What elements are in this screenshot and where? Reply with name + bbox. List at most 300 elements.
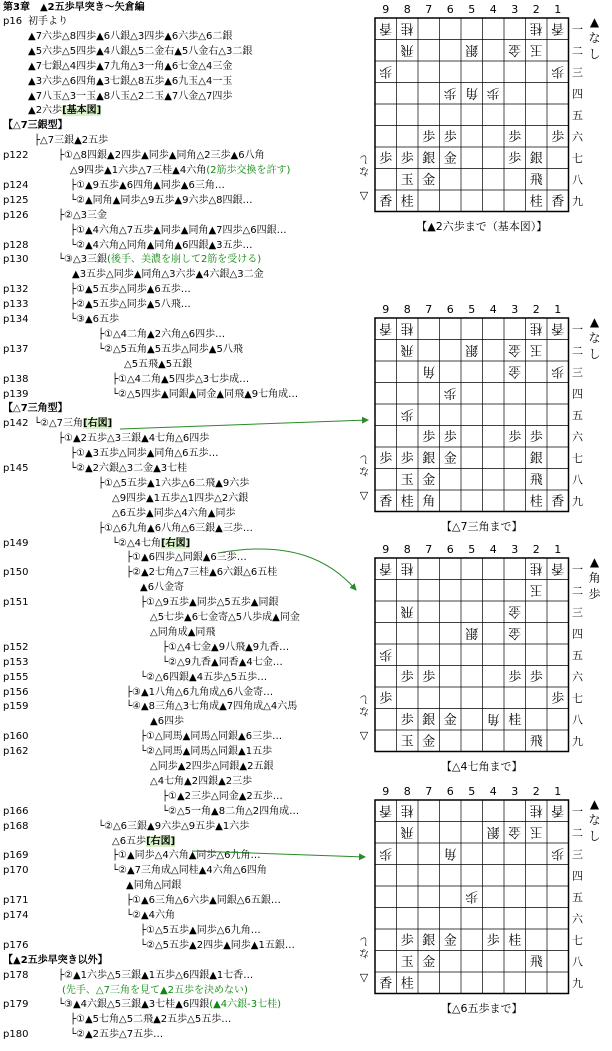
move-text: ├△7三銀▲2五歩 <box>34 135 109 147</box>
page-number: p178 <box>3 969 29 981</box>
page-number: p138 <box>3 373 29 385</box>
shogi-piece: 桂 <box>400 560 414 576</box>
shogi-piece: 桂 <box>508 933 522 949</box>
move-text: △6五歩 <box>112 835 147 847</box>
shogi-piece: 歩 <box>422 429 436 445</box>
move-text: └②▲同角▲同歩△9五歩▲9六歩△8四銀… <box>70 194 253 206</box>
move-text: └②△5一角▲8二角△2四角成… <box>162 805 300 817</box>
move-text: △9四歩▲1五歩△1四歩△2六銀 <box>112 492 249 504</box>
page-number: p155 <box>3 671 29 683</box>
shogi-piece: 歩 <box>465 888 479 904</box>
move-text: ├①▲6四歩△同銀▲6三歩… <box>126 552 247 564</box>
shogi-piece: 歩 <box>400 406 414 422</box>
file-label: 4 <box>489 3 497 16</box>
file-label: 4 <box>489 543 497 556</box>
shogi-piece: 香 <box>551 494 565 510</box>
move-text: └②△5四歩▲同銀▲同金▲同飛▲9七角成… <box>112 388 299 400</box>
shogi-board <box>373 2 601 216</box>
rank-label: 三 <box>572 847 583 861</box>
page-number: p126 <box>3 209 29 221</box>
rank-label: 四 <box>572 627 583 641</box>
shogi-piece: 歩 <box>379 845 393 861</box>
shogi-piece: 桂 <box>400 20 414 36</box>
shogi-board <box>373 542 601 756</box>
rank-label: 二 <box>572 344 583 358</box>
gote-mark-icon: ▽ <box>359 970 369 984</box>
rank-label: 四 <box>572 869 583 883</box>
board-svg <box>373 784 601 998</box>
gote-hand: なし <box>359 934 369 958</box>
shogi-piece: 銀 <box>465 624 479 640</box>
move-text: └②△5五歩▲2四歩▲同歩▲1五銀… <box>140 939 295 951</box>
page-number: p149 <box>3 537 29 549</box>
page-number: p152 <box>3 641 29 653</box>
sente-hand: ▲角歩 <box>588 555 601 601</box>
page-number: p169 <box>3 850 29 862</box>
page-number: p134 <box>3 314 29 325</box>
move-text: └③△3三銀 <box>58 254 108 266</box>
move-text: 【△7三角型】 <box>3 403 68 415</box>
rank-label: 八 <box>572 473 583 487</box>
shogi-piece: 金 <box>508 341 522 357</box>
rank-label: 一 <box>572 322 583 336</box>
shogi-piece: 金 <box>443 712 457 728</box>
file-label: 2 <box>532 543 540 556</box>
file-label: 6 <box>446 3 454 16</box>
move-text: └②▲4六角△同角▲同角▲6四銀▲3五歩… <box>70 239 253 251</box>
file-label: 5 <box>468 785 476 798</box>
shogi-piece: 銀 <box>422 451 436 467</box>
page-number: p171 <box>3 895 29 907</box>
board-svg <box>373 2 601 216</box>
board-svg <box>373 302 601 516</box>
file-label: 6 <box>446 543 454 556</box>
move-text: ├①△9五歩▲同歩△5五歩▲同銀 <box>140 597 279 609</box>
move-text: 初手より <box>28 16 68 27</box>
page-number: p130 <box>3 254 29 266</box>
move-text: ├①▲6三角△6六歩▲同銀△6五銀… <box>126 895 281 907</box>
file-label: 4 <box>489 303 497 316</box>
move-text: ├②▲2七角△7三桂▲6六銀△6五桂 <box>126 567 278 579</box>
page-number: p168 <box>3 820 29 832</box>
rank-label: 二 <box>572 826 583 840</box>
move-text: △9四歩▲1六歩△7三桂▲4六角 <box>70 165 207 176</box>
move-text: └③▲4六銀△5三銀▲3七桂▲6四銀 <box>58 999 210 1011</box>
page-number: p125 <box>3 194 29 206</box>
rank-label: 三 <box>572 365 583 379</box>
shogi-piece: 歩 <box>422 129 436 145</box>
file-label: 1 <box>554 543 562 556</box>
move-text: ▲3六歩△6四角▲3七銀△8五歩▲6九玉△4一玉 <box>28 75 233 87</box>
shogi-piece: 桂 <box>400 494 414 510</box>
shogi-piece: 飛 <box>400 823 414 839</box>
file-label: 5 <box>468 303 476 316</box>
file-label: 7 <box>425 785 433 798</box>
sente-hand: ▲なし <box>588 797 601 843</box>
file-label: 7 <box>425 303 433 316</box>
shogi-piece: 金 <box>443 451 457 467</box>
file-label: 9 <box>382 543 390 556</box>
shogi-piece: 歩 <box>400 151 414 167</box>
move-text: ├①▲5七角△5二飛▲2五歩△5五歩… <box>70 1014 232 1026</box>
move-text: ├①△同馬▲同馬△同銀▲6三歩… <box>140 731 283 743</box>
board-caption: 【△7三角まで】 <box>441 519 523 533</box>
shogi-piece: 歩 <box>551 845 565 861</box>
file-label: 9 <box>382 3 390 16</box>
shogi-piece: 歩 <box>379 451 393 467</box>
shogi-piece: 香 <box>379 494 393 510</box>
page-number: p16 <box>3 16 23 27</box>
move-text: └②△5五角▲5五歩△同歩▲5八飛 <box>98 343 243 355</box>
page-number: p179 <box>3 999 29 1011</box>
shogi-piece: 桂 <box>400 194 414 210</box>
move-text: ├②△3三金 <box>58 209 108 221</box>
file-label: 1 <box>554 3 562 16</box>
move-text: └②△9九香▲同香▲4七金… <box>162 656 283 668</box>
move-text: ▲6八金寄 <box>140 582 185 594</box>
file-label: 6 <box>446 785 454 798</box>
rank-label: 七 <box>572 691 583 705</box>
shogi-piece: 桂 <box>529 802 543 818</box>
page-number: p128 <box>3 239 29 251</box>
shogi-piece: 金 <box>508 363 522 379</box>
page-number: p132 <box>3 284 29 296</box>
shogi-piece: 歩 <box>486 84 500 100</box>
shogi-piece: 金 <box>443 151 457 167</box>
page-number: p153 <box>3 656 29 668</box>
sente-hand: ▲なし <box>588 315 601 361</box>
arrow-line <box>120 420 368 429</box>
shogi-piece: 角 <box>422 363 436 379</box>
shogi-board <box>373 302 601 516</box>
move-text: △5五飛▲5五銀 <box>124 358 193 370</box>
shogi-piece: 玉 <box>529 341 543 357</box>
rank-label: 六 <box>572 670 583 684</box>
move-text: △4七角▲2四銀▲2三歩 <box>150 775 253 787</box>
file-label: 8 <box>403 3 411 16</box>
rank-label: 五 <box>572 108 583 122</box>
file-label: 7 <box>425 3 433 16</box>
comment-text: (後手、美濃を崩して2筋を受ける) <box>107 254 262 266</box>
shogi-piece: 銀 <box>422 933 436 949</box>
shogi-piece: 桂 <box>400 802 414 818</box>
shogi-piece: 飛 <box>400 603 414 619</box>
file-label: 6 <box>446 303 454 316</box>
move-text: └②▲2五歩△7五歩… <box>70 1029 164 1041</box>
shogi-piece: 香 <box>551 320 565 336</box>
move-text: ├①▲9五歩▲6四角▲同歩▲6三角… <box>70 179 225 191</box>
shogi-piece: 香 <box>379 20 393 36</box>
arrow-line <box>218 549 356 590</box>
page-number: p150 <box>3 567 29 579</box>
shogi-piece: 金 <box>508 603 522 619</box>
gote-hand: なし <box>359 152 369 176</box>
move-text: └④▲8三角△3七角成▲7四角成△4六馬 <box>126 701 298 713</box>
shogi-piece: 玉 <box>400 734 414 750</box>
gote-hand: なし <box>359 692 369 716</box>
shogi-piece: 角 <box>465 84 479 100</box>
file-label: 5 <box>468 3 476 16</box>
rank-label: 七 <box>572 451 583 465</box>
shogi-piece: 銀 <box>486 823 500 839</box>
gote-mark-icon: ▽ <box>359 488 369 502</box>
page-number: p180 <box>3 1029 29 1041</box>
rank-label: 四 <box>572 387 583 401</box>
file-label: 3 <box>511 785 519 798</box>
shogi-piece: 歩 <box>379 646 393 662</box>
shogi-piece: 玉 <box>400 472 414 488</box>
shogi-piece: 角 <box>443 845 457 861</box>
shogi-piece: 香 <box>379 194 393 210</box>
file-label: 1 <box>554 303 562 316</box>
shogi-piece: 香 <box>551 194 565 210</box>
page-number: p156 <box>3 686 29 698</box>
shogi-piece: 桂 <box>508 712 522 728</box>
page-number: p160 <box>3 731 29 743</box>
page-number: p124 <box>3 179 29 191</box>
page-number: p142 <box>3 418 29 430</box>
shogi-piece: 金 <box>422 954 436 970</box>
move-text: 【△7三銀型】 <box>3 120 68 132</box>
move-text: ├①△4二角▲5四歩△3七歩成… <box>112 373 250 385</box>
file-label: 5 <box>468 543 476 556</box>
shogi-piece: 歩 <box>379 63 393 79</box>
move-text: ├①△4二角▲2六角△6四歩… <box>98 328 226 340</box>
move-text: ▲同角△同銀 <box>126 880 182 892</box>
shogi-piece: 歩 <box>443 129 457 145</box>
file-label: 3 <box>511 543 519 556</box>
rank-label: 五 <box>572 648 583 662</box>
rank-label: 六 <box>572 430 583 444</box>
move-text: └②▲7三角成△同桂▲4六角△6四角 <box>112 865 267 877</box>
page-number: p176 <box>3 939 29 951</box>
shogi-piece: 歩 <box>508 669 522 685</box>
page-number: p122 <box>3 150 29 162</box>
shogi-piece: 銀 <box>529 151 543 167</box>
shogi-piece: 香 <box>551 560 565 576</box>
shogi-piece: 桂 <box>400 976 414 992</box>
shogi-piece: 桂 <box>529 560 543 576</box>
move-text: └②△7三角 <box>34 418 84 430</box>
rank-label: 六 <box>572 912 583 926</box>
file-label: 8 <box>403 543 411 556</box>
shogi-piece: 桂 <box>529 20 543 36</box>
move-text: ▲3五歩△同歩▲同角△3六歩▲4六銀△3二金 <box>72 269 264 281</box>
shogi-piece: 香 <box>379 976 393 992</box>
shogi-board <box>373 784 601 998</box>
rank-label: 一 <box>572 804 583 818</box>
shogi-piece: 歩 <box>422 669 436 685</box>
shogi-piece: 歩 <box>443 84 457 100</box>
shogi-piece: 歩 <box>508 151 522 167</box>
gote-mark-icon: ▽ <box>359 728 369 742</box>
shogi-piece: 歩 <box>486 933 500 949</box>
shogi-piece: 金 <box>508 41 522 57</box>
shogi-piece: 桂 <box>529 194 543 210</box>
board-svg <box>373 542 601 756</box>
file-label: 1 <box>554 785 562 798</box>
move-text: └②△6四銀▲4五歩△5五歩… <box>140 671 268 683</box>
move-text: ├③▲1八角△6九角成△6八金寄… <box>126 686 274 698</box>
move-text: ├①▲3五歩△同歩▲同角△6五歩… <box>70 448 219 460</box>
file-label: 2 <box>532 303 540 316</box>
shogi-piece: 香 <box>379 320 393 336</box>
shogi-piece: 歩 <box>508 429 522 445</box>
file-label: 8 <box>403 303 411 316</box>
move-text: └③▲6五歩 <box>70 314 120 325</box>
move-tree: 第3章 ▲2五歩早突き～矢倉編 p16 初手より ▲7六歩△8四歩▲6八銀△3四歩▲6六歩△6二銀 ▲5六歩△5四歩▲4八銀△5二金右▲5八金右△3二銀 ▲7七銀△4四歩▲7九角△3一角▲6七金△4三金 ▲3六歩△6四角▲3七銀△8五歩▲6九玉△4一玉 ▲7八玉△3一玉▲8八玉△2二玉▲7八金△7四歩 ▲2六歩[基本図] 【△7三銀型】 ├△7三銀▲2五歩 p122 ├①△8四銀▲2四歩▲同歩▲同角△2三歩▲6八角 △9四歩▲1六歩△7三桂▲4六角(2筋歩交換を許す) p124 ├①▲9五歩▲6四角▲同歩▲6三角… p125 └②▲同角▲同歩△9五歩▲9六歩△8四銀… p126 ├②△3三金 ├①▲4六角△7五歩▲同歩▲同角▲7四歩△6四銀… p128 └②▲4六角△同角▲同角▲6四銀▲3五歩… p130 └③△3三銀(後手、美濃を崩して2筋を受ける) ▲3五歩△同歩▲同角△3六歩▲4六銀△3二金 p132 ├①▲5五歩△同歩▲6五歩… p133 ├②▲5五歩△同歩▲5八飛… p134 └③▲6五歩 ├①△4二角▲2六角△6四歩… p137 └②△5五角▲5五歩△同歩▲5八飛 △5五飛▲5五銀 p138 ├①△4二角▲5四歩△3七歩成… p139 └②△5四歩▲同銀▲同金▲同飛▲9七角成… 【△7三角型】 p142 └②△7三角[右図] ├①▲2五歩△3三銀▲4七角△6四歩 ├①▲3五歩△同歩▲同角△6五歩… p145 └②▲2六銀△3二金▲3七桂 ├①△5五歩▲1六歩△6二飛▲9六歩 △9四歩▲1五歩△1四歩△2六銀 △6五歩▲同歩△4六角▲同歩 ├①△6九角▲6八角△6三銀▲三歩… p149 └②△4七角[右図] ├①▲6四歩△同銀▲6三歩… p150 ├②▲2七角△7三桂▲6六銀△6五桂 ▲6八金寄 p151 ├①△9五歩▲同歩△5五歩▲同銀 △5七歩▲6七金寄△5八歩成▲同金 △同角成▲同飛 p152 ├①△4七金▲9八飛▲9九香… p153 └②△9九香▲同香▲4七金… p155 └②△6四銀▲4五歩△5五歩… p156 ├③▲1八角△6九角成△6八金寄… p159 └④▲8三角△3七角成▲7四角成△4六馬 ▲6四歩 p160 ├①△同馬▲同馬△同銀▲6三歩… p162 └②△同馬▲同馬△同銀▲1五歩 △同歩▲2四歩△同銀▲2五銀 △4七角▲2四銀▲2三歩 ├①▲2三歩△同金▲2五歩… p166 └②△5一角▲8二角△2四角成… p168 └②△6三銀▲9六歩△9五歩▲1六歩 △6五歩[右図] p169 ├①▲同歩△4六角▲同歩△6九角… p170 └②▲7三角成△同桂▲4六角△6四角 ▲同角△同銀 p171 ├①▲6三角△6六歩▲同銀△6五銀… p174 └②▲4六角 ├①△5五歩▲同歩△6九角… p176 └②△5五歩▲2四歩▲同歩▲1五銀… 【▲2五歩早突き以外】 p178 ├②▲1六歩△5三銀▲1五歩△6四銀▲1七香… (先手、△7三角を見て▲2五歩を決めない) p179 └③▲4六銀△5三銀▲3七桂▲6四銀(▲4六銀-3七桂) ├①▲5七角△5二飛▲2五歩△5五歩… p180 └②▲2五歩△7五歩… <box>3 2 300 1041</box>
shogi-piece: 香 <box>551 802 565 818</box>
page-number: p145 <box>3 463 29 474</box>
move-text: └②△同馬▲同馬△同銀▲1五歩 <box>140 746 273 758</box>
shogi-piece: 金 <box>508 823 522 839</box>
arrow-line <box>192 851 365 857</box>
file-label: 9 <box>382 785 390 798</box>
board-caption: 【△6五歩まで】 <box>441 1001 523 1015</box>
shogi-piece: 飛 <box>529 734 543 750</box>
move-text: ├①△4七金▲9八飛▲9九香… <box>162 641 290 653</box>
gote-hand: なし <box>359 452 369 476</box>
shogi-piece: 歩 <box>400 933 414 949</box>
shogi-piece: 歩 <box>400 712 414 728</box>
shogi-piece: 歩 <box>379 151 393 167</box>
move-text: ▲7八玉△3一玉▲8八玉△2二玉▲7八金△7四歩 <box>28 90 233 102</box>
move-text: └②△6三銀▲9六歩△9五歩▲1六歩 <box>98 820 250 832</box>
rank-label: 八 <box>572 955 583 969</box>
comment-text: (先手、△7三角を見て▲2五歩を決めない) <box>62 984 248 996</box>
move-text: └②△4七角 <box>112 537 162 549</box>
shogi-piece: 玉 <box>400 172 414 188</box>
rank-label: 三 <box>572 605 583 619</box>
move-text: ├①△5五歩▲1六歩△6二飛▲9六歩 <box>98 477 250 489</box>
board-caption: 【△4七角まで】 <box>441 759 523 773</box>
comment-text: (2筋歩交換を許す) <box>206 165 291 176</box>
shogi-piece: 金 <box>422 172 436 188</box>
file-label: 2 <box>532 3 540 16</box>
shogi-piece: 銀 <box>465 41 479 57</box>
shogi-piece: 飛 <box>529 172 543 188</box>
page-number: p159 <box>3 701 29 713</box>
rank-label: 二 <box>572 584 583 598</box>
move-text: ▲7七銀△4四歩▲7九角△3一角▲6七金△4三金 <box>28 60 233 72</box>
rank-label: 五 <box>572 408 583 422</box>
rank-label: 一 <box>572 562 583 576</box>
shogi-piece: 玉 <box>529 823 543 839</box>
shogi-piece: 歩 <box>400 669 414 685</box>
shogi-piece: 玉 <box>529 581 543 597</box>
rank-label: 九 <box>572 194 583 208</box>
shogi-piece: 歩 <box>529 429 543 445</box>
board-caption: 【▲2六歩まで（基本図）】 <box>416 219 548 233</box>
file-label: 3 <box>511 303 519 316</box>
move-text: ├①▲4六角△7五歩▲同歩▲同角▲7四歩△6四銀… <box>70 224 287 236</box>
shogi-piece: 香 <box>551 20 565 36</box>
shogi-piece: 香 <box>379 560 393 576</box>
shogi-piece: 金 <box>508 624 522 640</box>
page-number: p170 <box>3 865 29 877</box>
page-number: p166 <box>3 805 29 817</box>
move-text: ▲2六歩 <box>28 105 63 117</box>
shogi-piece: 玉 <box>400 954 414 970</box>
move-text: ├①△5五歩▲同歩△6九角… <box>140 924 261 936</box>
shogi-piece: 金 <box>443 933 457 949</box>
move-text: ├②▲1六歩△5三銀▲1五歩△6四銀▲1七香… <box>58 969 254 981</box>
rank-label: 八 <box>572 173 583 187</box>
file-label: 7 <box>425 543 433 556</box>
rank-label: 四 <box>572 87 583 101</box>
shogi-piece: 金 <box>422 472 436 488</box>
shogi-piece: 歩 <box>551 63 565 79</box>
move-text: ├①△8四銀▲2四歩▲同歩▲同角△2三歩▲6八角 <box>58 150 265 162</box>
shogi-piece: 金 <box>422 734 436 750</box>
move-text: └②▲4六角 <box>126 910 176 921</box>
shogi-piece: 飛 <box>529 954 543 970</box>
page-number: p151 <box>3 597 29 609</box>
rank-label: 三 <box>572 65 583 79</box>
shogi-piece: 飛 <box>400 341 414 357</box>
shogi-piece: 飛 <box>400 41 414 57</box>
rank-label: 九 <box>572 494 583 508</box>
move-text: △同歩▲2四歩△同銀▲2五銀 <box>150 761 274 772</box>
rank-label: 七 <box>572 933 583 947</box>
file-label: 8 <box>403 785 411 798</box>
rank-label: 九 <box>572 734 583 748</box>
rank-label: 八 <box>572 713 583 727</box>
shogi-piece: 桂 <box>529 494 543 510</box>
rank-label: 九 <box>572 976 583 990</box>
page-number: p137 <box>3 343 29 355</box>
rank-label: 五 <box>572 890 583 904</box>
shogi-piece: 歩 <box>551 363 565 379</box>
shogi-piece: 歩 <box>443 384 457 400</box>
move-text: ▲5六歩△5四歩▲4八銀△5二金右▲5八金右△3二銀 <box>28 45 253 57</box>
shogi-piece: 角 <box>486 710 500 726</box>
move-text: ├①▲2三歩△同金▲2五歩… <box>162 790 283 802</box>
shogi-piece: 歩 <box>379 691 393 707</box>
shogi-piece: 銀 <box>465 341 479 357</box>
shogi-piece: 銀 <box>422 151 436 167</box>
page-number: p162 <box>3 746 29 758</box>
shogi-piece: 銀 <box>422 712 436 728</box>
rank-label: 一 <box>572 22 583 36</box>
shogi-piece: 歩 <box>443 429 457 445</box>
move-text: △同角成▲同飛 <box>150 626 216 638</box>
comment-text: (▲4六銀-3七桂) <box>209 999 282 1011</box>
shogi-piece: 桂 <box>400 320 414 336</box>
file-label: 3 <box>511 3 519 16</box>
shogi-piece: 歩 <box>529 669 543 685</box>
file-label: 9 <box>382 303 390 316</box>
shogi-piece: 歩 <box>551 129 565 145</box>
move-text: ▲6四歩 <box>150 716 185 728</box>
move-text: ├①▲5五歩△同歩▲6五歩… <box>70 284 191 296</box>
file-label: 4 <box>489 785 497 798</box>
shogi-piece: 桂 <box>529 320 543 336</box>
rank-label: 六 <box>572 130 583 144</box>
gote-mark-icon: ▽ <box>359 188 369 202</box>
figure-ref: [基本図] <box>62 105 102 117</box>
page-number: p174 <box>3 910 29 921</box>
shogi-piece: 歩 <box>508 129 522 145</box>
move-text: └②▲2六銀△3二金▲3七桂 <box>70 463 188 474</box>
page-number: p139 <box>3 388 29 400</box>
rank-label: 二 <box>572 44 583 58</box>
shogi-piece: 歩 <box>400 451 414 467</box>
move-text: ├①▲同歩△4六角▲同歩△6九角… <box>112 850 261 862</box>
move-text: ├①△6九角▲6八角△6三銀▲三歩… <box>98 522 253 534</box>
shogi-piece: 銀 <box>529 451 543 467</box>
shogi-piece: 歩 <box>551 691 565 707</box>
